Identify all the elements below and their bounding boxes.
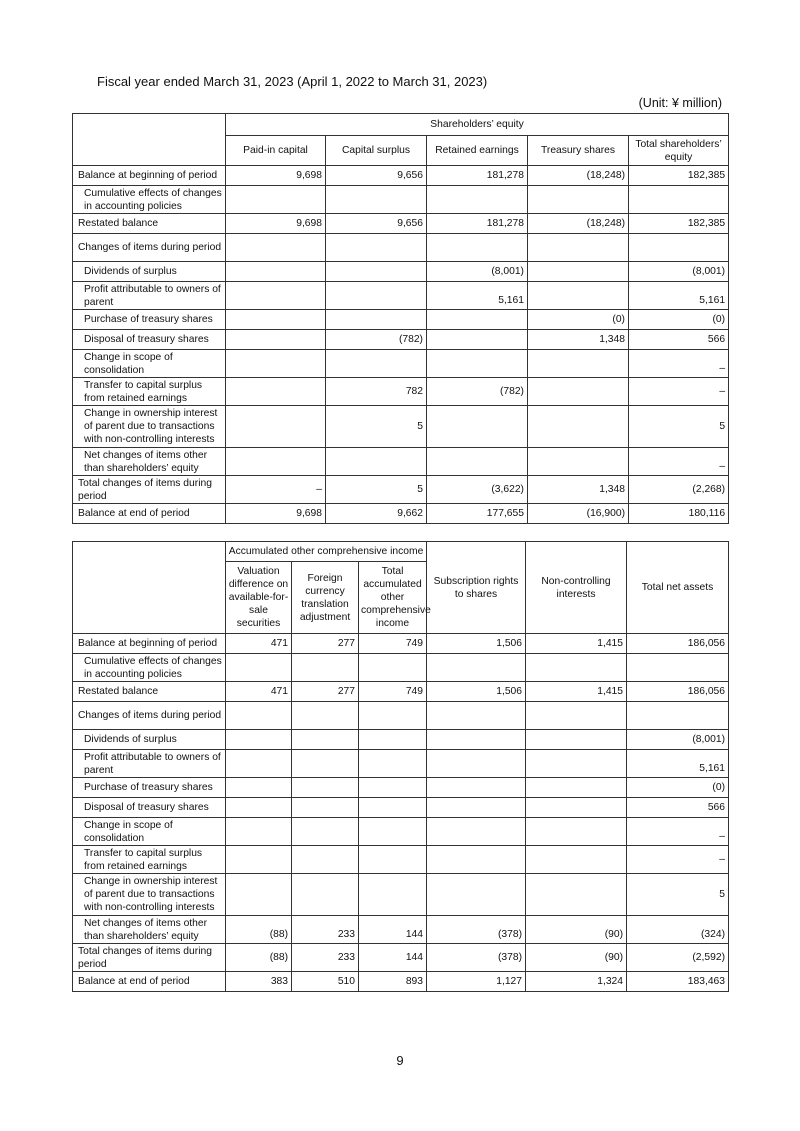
table-cell: (782) bbox=[427, 378, 528, 406]
table-cell: – bbox=[629, 448, 729, 476]
table-cell: 1,415 bbox=[526, 682, 627, 702]
table-cell: 9,698 bbox=[226, 166, 326, 186]
table-cell bbox=[627, 702, 729, 730]
table-cell bbox=[627, 654, 729, 682]
table-cell bbox=[526, 874, 627, 916]
table-cell: 182,385 bbox=[629, 214, 729, 234]
table-cell bbox=[526, 750, 627, 778]
table-cell bbox=[526, 846, 627, 874]
table-cell: 277 bbox=[292, 682, 359, 702]
table-cell bbox=[528, 282, 629, 310]
row-label: Disposal of treasury shares bbox=[73, 798, 226, 818]
table-row bbox=[73, 818, 729, 846]
page-number: 9 bbox=[396, 1053, 404, 1068]
table-cell bbox=[226, 654, 292, 682]
table-cell bbox=[226, 750, 292, 778]
row-label: Restated balance bbox=[73, 214, 226, 234]
table-cell bbox=[427, 818, 526, 846]
table-cell bbox=[359, 730, 427, 750]
row-label: Change in ownership interest of parent due to transactions with non-controlling interests bbox=[73, 874, 226, 916]
table-cell bbox=[226, 874, 292, 916]
table-row bbox=[73, 378, 729, 406]
table-cell bbox=[226, 406, 326, 448]
table-cell: 1,348 bbox=[528, 476, 629, 504]
table-cell: (0) bbox=[627, 778, 729, 798]
table-cell bbox=[226, 262, 326, 282]
table-row bbox=[73, 972, 729, 992]
row-label: Changes of items during period bbox=[73, 234, 226, 262]
table-cell bbox=[226, 310, 326, 330]
table-cell bbox=[427, 874, 526, 916]
table-cell bbox=[526, 798, 627, 818]
table-cell: 566 bbox=[627, 798, 729, 818]
table-cell: 183,463 bbox=[627, 972, 729, 992]
row-label: Purchase of treasury shares bbox=[73, 310, 226, 330]
table-cell: 9,662 bbox=[326, 504, 427, 524]
table-cell bbox=[427, 778, 526, 798]
row-label: Change in scope of consolidation bbox=[73, 818, 226, 846]
table-cell bbox=[226, 448, 326, 476]
table-cell: (90) bbox=[526, 944, 627, 972]
table-cell: (0) bbox=[629, 310, 729, 330]
table-cell bbox=[292, 778, 359, 798]
table-row bbox=[73, 282, 729, 310]
table-cell bbox=[427, 846, 526, 874]
table-row bbox=[73, 504, 729, 524]
table-cell: 1,324 bbox=[526, 972, 627, 992]
table-row bbox=[73, 186, 729, 214]
table-cell bbox=[359, 750, 427, 778]
column-header: Retained earnings bbox=[427, 136, 528, 166]
table-cell: 471 bbox=[226, 682, 292, 702]
table-row bbox=[73, 846, 729, 874]
table-cell: (378) bbox=[427, 944, 526, 972]
table-cell bbox=[427, 750, 526, 778]
table-cell: (378) bbox=[427, 916, 526, 944]
table-cell: (18,248) bbox=[528, 214, 629, 234]
table-cell: 9,698 bbox=[226, 214, 326, 234]
table-cell bbox=[359, 654, 427, 682]
table-row bbox=[73, 682, 729, 702]
table-cell bbox=[226, 702, 292, 730]
row-label: Balance at beginning of period bbox=[73, 634, 226, 654]
table-cell bbox=[226, 798, 292, 818]
table-cell bbox=[292, 750, 359, 778]
row-label: Balance at end of period bbox=[73, 972, 226, 992]
table-cell bbox=[226, 350, 326, 378]
table-cell bbox=[226, 730, 292, 750]
row-label: Profit attributable to owners of parent bbox=[73, 282, 226, 310]
table-cell bbox=[528, 186, 629, 214]
table-cell bbox=[427, 310, 528, 330]
table-row bbox=[73, 874, 729, 916]
table-cell: 9,698 bbox=[226, 504, 326, 524]
table-cell: (324) bbox=[627, 916, 729, 944]
table-cell: 566 bbox=[629, 330, 729, 350]
table-cell: (2,592) bbox=[627, 944, 729, 972]
table-cell: 1,348 bbox=[528, 330, 629, 350]
row-label: Cumulative effects of changes in accounting policies bbox=[73, 654, 226, 682]
table-cell bbox=[292, 846, 359, 874]
table-cell bbox=[526, 778, 627, 798]
row-label: Change in ownership interest of parent due to transactions with non-controlling interests bbox=[73, 406, 226, 448]
table-cell bbox=[629, 234, 729, 262]
table-cell: 1,506 bbox=[427, 634, 526, 654]
row-label: Total changes of items during period bbox=[73, 476, 226, 504]
table-row bbox=[73, 448, 729, 476]
table-cell: 1,506 bbox=[427, 682, 526, 702]
table-cell bbox=[326, 448, 427, 476]
row-label: Cumulative effects of changes in accounting policies bbox=[73, 186, 226, 214]
table-cell: 5,161 bbox=[629, 282, 729, 310]
table-cell: 383 bbox=[226, 972, 292, 992]
table-cell: 182,385 bbox=[629, 166, 729, 186]
table-cell: 782 bbox=[326, 378, 427, 406]
table-cell: – bbox=[627, 846, 729, 874]
row-label: Transfer to capital surplus from retained earnings bbox=[73, 378, 226, 406]
table-cell: (2,268) bbox=[629, 476, 729, 504]
table-cell bbox=[528, 350, 629, 378]
table-cell: 5 bbox=[326, 476, 427, 504]
table-cell bbox=[528, 234, 629, 262]
table-row bbox=[73, 262, 729, 282]
table-row bbox=[73, 798, 729, 818]
table-cell: 1,415 bbox=[526, 634, 627, 654]
page-title: Fiscal year ended March 31, 2023 (April 1, 2022 to March 31, 2023) bbox=[97, 74, 488, 89]
table-cell bbox=[226, 778, 292, 798]
table-cell bbox=[526, 654, 627, 682]
table-row bbox=[73, 406, 729, 448]
table-cell: 5 bbox=[629, 406, 729, 448]
column-header: Foreign currency translation adjustment bbox=[292, 562, 359, 634]
table-cell bbox=[427, 330, 528, 350]
column-header: Total shareholders’ equity bbox=[629, 136, 729, 166]
table-cell bbox=[427, 350, 528, 378]
group-header: Accumulated other comprehensive income bbox=[226, 542, 427, 562]
table-cell: 144 bbox=[359, 916, 427, 944]
row-label: Transfer to capital surplus from retained earnings bbox=[73, 846, 226, 874]
table-row bbox=[73, 476, 729, 504]
table-cell bbox=[359, 778, 427, 798]
table-cell bbox=[326, 350, 427, 378]
table-cell: 186,056 bbox=[627, 682, 729, 702]
table-cell bbox=[226, 330, 326, 350]
table-cell bbox=[526, 730, 627, 750]
row-header-corner bbox=[73, 542, 226, 634]
table-cell bbox=[359, 874, 427, 916]
column-header: Subscription rights to shares bbox=[427, 542, 526, 634]
shareholders-equity-table bbox=[72, 113, 729, 524]
table-cell bbox=[528, 262, 629, 282]
table-cell bbox=[326, 282, 427, 310]
row-label: Net changes of items other than shareholders’ equity bbox=[73, 448, 226, 476]
table-cell: – bbox=[627, 818, 729, 846]
table-cell bbox=[359, 798, 427, 818]
comprehensive-income-table bbox=[72, 541, 729, 992]
table-cell: 233 bbox=[292, 944, 359, 972]
table-cell: 5,161 bbox=[627, 750, 729, 778]
unit-label: (Unit: ¥ million) bbox=[638, 96, 722, 110]
table-cell bbox=[326, 234, 427, 262]
table-cell: 5 bbox=[627, 874, 729, 916]
table-cell bbox=[427, 186, 528, 214]
table-cell: (88) bbox=[226, 916, 292, 944]
table-cell: (3,622) bbox=[427, 476, 528, 504]
table-cell: (88) bbox=[226, 944, 292, 972]
table-cell: 749 bbox=[359, 682, 427, 702]
table-cell bbox=[292, 654, 359, 682]
table-cell bbox=[427, 730, 526, 750]
table-cell: (8,001) bbox=[427, 262, 528, 282]
table-cell bbox=[292, 874, 359, 916]
table-body bbox=[73, 634, 729, 992]
column-header: Total accumulated other comprehensive income bbox=[359, 562, 427, 634]
table-cell bbox=[326, 186, 427, 214]
table-cell: (16,900) bbox=[528, 504, 629, 524]
column-header: Treasury shares bbox=[528, 136, 629, 166]
table-cell bbox=[226, 282, 326, 310]
table-cell: (18,248) bbox=[528, 166, 629, 186]
table-cell bbox=[326, 262, 427, 282]
group-header: Shareholders’ equity bbox=[226, 114, 729, 136]
table-cell: 471 bbox=[226, 634, 292, 654]
table-row bbox=[73, 702, 729, 730]
table-row bbox=[73, 350, 729, 378]
table-cell bbox=[292, 730, 359, 750]
row-label: Net changes of items other than shareholders’ equity bbox=[73, 916, 226, 944]
table-cell bbox=[226, 818, 292, 846]
column-header: Valuation difference on available-for-sale securities bbox=[226, 562, 292, 634]
row-label: Balance at end of period bbox=[73, 504, 226, 524]
row-label: Changes of items during period bbox=[73, 702, 226, 730]
table-cell bbox=[226, 378, 326, 406]
table-cell: 180,116 bbox=[629, 504, 729, 524]
table-cell bbox=[427, 702, 526, 730]
table-cell: 510 bbox=[292, 972, 359, 992]
table-cell bbox=[226, 846, 292, 874]
table-row bbox=[73, 778, 729, 798]
table-cell: 5 bbox=[326, 406, 427, 448]
row-header-corner bbox=[73, 114, 226, 166]
row-label: Restated balance bbox=[73, 682, 226, 702]
table-row bbox=[73, 310, 729, 330]
table-cell bbox=[629, 186, 729, 214]
row-label: Dividends of surplus bbox=[73, 730, 226, 750]
table-row bbox=[73, 214, 729, 234]
table-cell bbox=[359, 846, 427, 874]
table-cell: (0) bbox=[528, 310, 629, 330]
table-cell bbox=[326, 310, 427, 330]
table-row bbox=[73, 166, 729, 186]
row-label: Total changes of items during period bbox=[73, 944, 226, 972]
table-cell bbox=[427, 234, 528, 262]
table-cell: (782) bbox=[326, 330, 427, 350]
table-cell: – bbox=[629, 350, 729, 378]
row-label: Change in scope of consolidation bbox=[73, 350, 226, 378]
table-body bbox=[73, 166, 729, 524]
table-cell bbox=[528, 406, 629, 448]
table-row bbox=[73, 750, 729, 778]
table-row bbox=[73, 730, 729, 750]
table-row bbox=[73, 916, 729, 944]
row-label: Purchase of treasury shares bbox=[73, 778, 226, 798]
table-cell bbox=[526, 702, 627, 730]
row-label: Dividends of surplus bbox=[73, 262, 226, 282]
row-label: Balance at beginning of period bbox=[73, 166, 226, 186]
table-cell bbox=[427, 654, 526, 682]
table-row bbox=[73, 234, 729, 262]
table-cell bbox=[226, 234, 326, 262]
table-cell bbox=[359, 818, 427, 846]
table-cell: 144 bbox=[359, 944, 427, 972]
table-cell: 181,278 bbox=[427, 214, 528, 234]
table-cell: 181,278 bbox=[427, 166, 528, 186]
table-cell bbox=[528, 448, 629, 476]
table-row bbox=[73, 634, 729, 654]
column-header: Non-controlling interests bbox=[526, 542, 627, 634]
table-cell bbox=[427, 448, 528, 476]
table-cell bbox=[427, 798, 526, 818]
table-cell: (8,001) bbox=[629, 262, 729, 282]
table-cell: 749 bbox=[359, 634, 427, 654]
table-cell bbox=[292, 702, 359, 730]
table-cell: (90) bbox=[526, 916, 627, 944]
table-row bbox=[73, 654, 729, 682]
table-cell: (8,001) bbox=[627, 730, 729, 750]
table-cell: 277 bbox=[292, 634, 359, 654]
table-cell bbox=[427, 406, 528, 448]
table-cell bbox=[226, 186, 326, 214]
table-cell: 9,656 bbox=[326, 214, 427, 234]
table-cell bbox=[292, 798, 359, 818]
table-cell bbox=[292, 818, 359, 846]
table-cell: 1,127 bbox=[427, 972, 526, 992]
column-header: Paid-in capital bbox=[226, 136, 326, 166]
table-cell: – bbox=[629, 378, 729, 406]
table-row bbox=[73, 944, 729, 972]
row-label: Disposal of treasury shares bbox=[73, 330, 226, 350]
table-cell bbox=[359, 702, 427, 730]
table-cell bbox=[528, 378, 629, 406]
table-cell bbox=[526, 818, 627, 846]
table-cell: 9,656 bbox=[326, 166, 427, 186]
table-cell: 177,655 bbox=[427, 504, 528, 524]
column-header: Total net assets bbox=[627, 542, 729, 634]
table-cell: 893 bbox=[359, 972, 427, 992]
row-label: Profit attributable to owners of parent bbox=[73, 750, 226, 778]
table-cell: – bbox=[226, 476, 326, 504]
table-row bbox=[73, 330, 729, 350]
table-cell: 233 bbox=[292, 916, 359, 944]
table-cell: 186,056 bbox=[627, 634, 729, 654]
table-cell: 5,161 bbox=[427, 282, 528, 310]
column-header: Capital surplus bbox=[326, 136, 427, 166]
